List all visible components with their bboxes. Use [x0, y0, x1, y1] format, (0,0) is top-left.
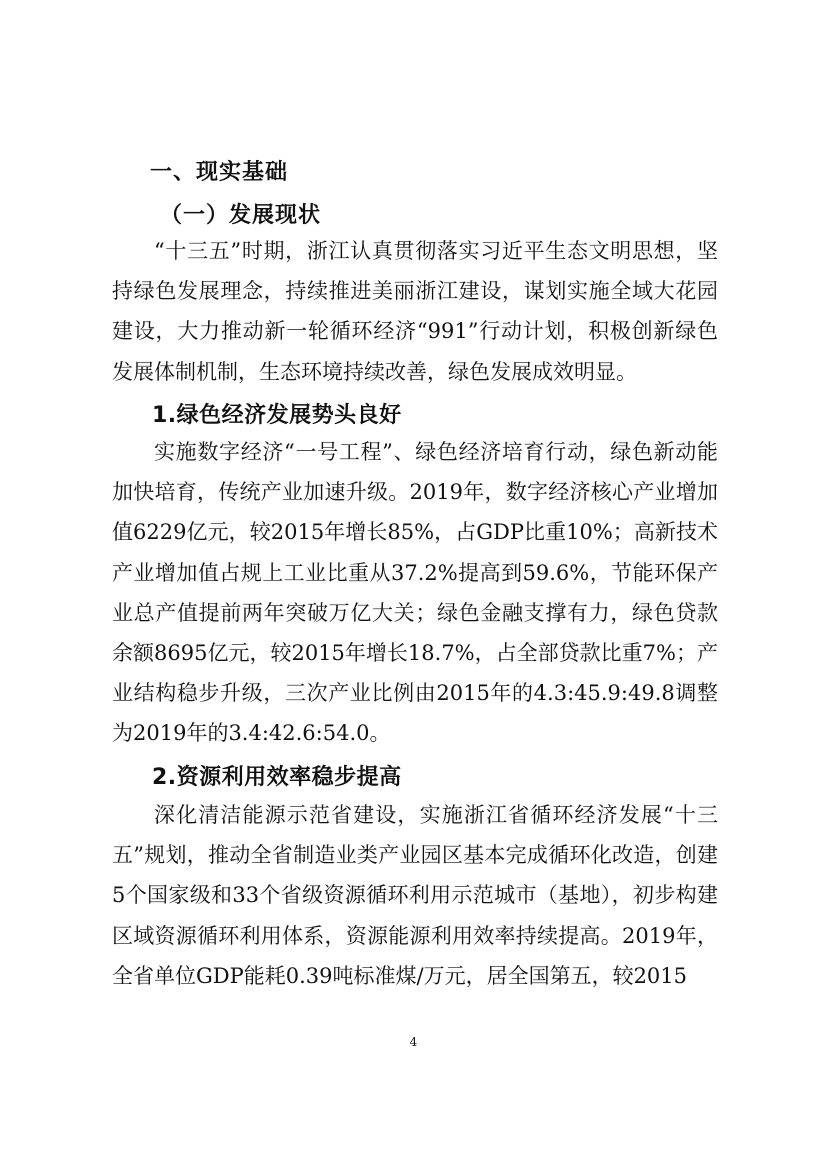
- item-heading-1: 1.绿色经济发展势头良好: [152, 403, 402, 428]
- item-paragraph-2: 深化清洁能源示范省建设，实施浙江省循环经济发展“十三五”规划，推动全省制造业类产业园区基本完成循环化改造，创建5个国家级和33个省级资源循环利用示范城市（基地），初步构建区域资源循环利用体系，资源能源利用效率持续提高。2019年，全省单位GDP能耗0.39吨标准煤/万元，居全国第五，较2015: [112, 803, 718, 988]
- intro-paragraph: “十三五”时期，浙江认真贯彻落实习近平生态文明思想，坚持绿色发展理念，持续推进美丽浙江建设，谋划实施全域大花园建设，大力推动新一轮循环经济“991”行动计划，积极创新绿色发展体制机制，生态环境持续改善，绿色发展成效明显。: [112, 239, 718, 384]
- item-paragraph-1: 实施数字经济“一号工程”、绿色经济培育行动，绿色新动能加快培育，传统产业加速升级。2019年，数字经济核心产业增加值6229亿元，较2015年增长85%，占GDP比重10%；高新技术产业增加值占规上工业比重从37.2%提高到59.6%，节能环保产业总产值提前两年突破万亿大关；绿色金融支撑有力，绿色贷款余额8695亿元，较2015年增长18.7%，占全部贷款比重7%；产业结构稳步升级，三次产业比例由2015年的4.3:45.9:49.8调整为2019年的3.4:42.6:54.0。: [112, 440, 718, 746]
- subsection-title: （一）发展现状: [160, 203, 322, 228]
- page-number: 4: [409, 1035, 418, 1049]
- item-heading-2: 2.资源利用效率稳步提高: [152, 765, 402, 790]
- section-title: 一、现实基础: [150, 160, 289, 185]
